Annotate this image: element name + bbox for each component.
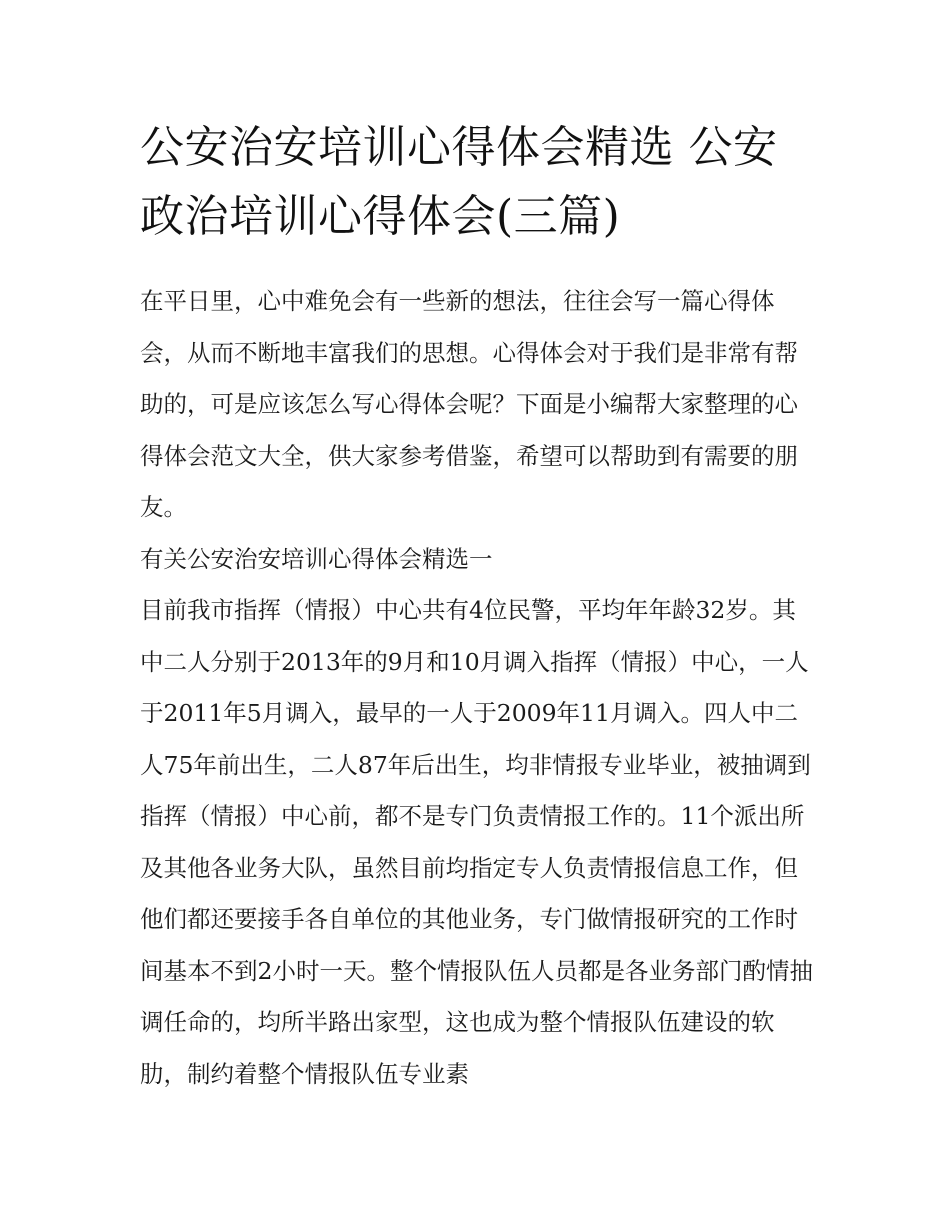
intro-paragraph: 在平日里，心中难免会有一些新的想法，往往会写一篇心得体会，从而不断地丰富我们的思想。心得体会对于我们是非常有帮助的，可是应该怎么写心得体会呢？下面是小编帮大家整理的心得体会范文大全，供大家参考借鉴，希望可以帮助到有需要的朋友。 — [140, 287, 798, 521]
document-body — [140, 276, 814, 1100]
body-paragraph: 目前我市指挥（情报）中心共有4位民警，平均年年龄32岁。其中二人分别于2013年的9月和10月调入指挥（情报）中心，一人于2011年5月调入，最早的一人于2009年11月调入。四人中二人75年前出生，二人87年后出生，均非情报专业毕业，被抽调到指挥（情报）中心前，都不是专门负责情报工作的。11个派出所及其他各业务大队，虽然目前均指定专人负责情报信息工作，但他们都还要接手各自单位的其他业务，专门做情报研究的工作时间基本不到2小时一天。整个情报队伍人员都是各业务部门酌情抽调任命的，均所半路出家型，这也成为整个情报队伍建设的软肋，制约着整个情报队伍专业素 — [140, 596, 813, 1088]
section-heading: 有关公安治安培训心得体会精选一 — [140, 544, 493, 573]
document-title: 公安治安培训心得体会精选 公安政治培训心得体会(三篇) — [140, 122, 778, 242]
